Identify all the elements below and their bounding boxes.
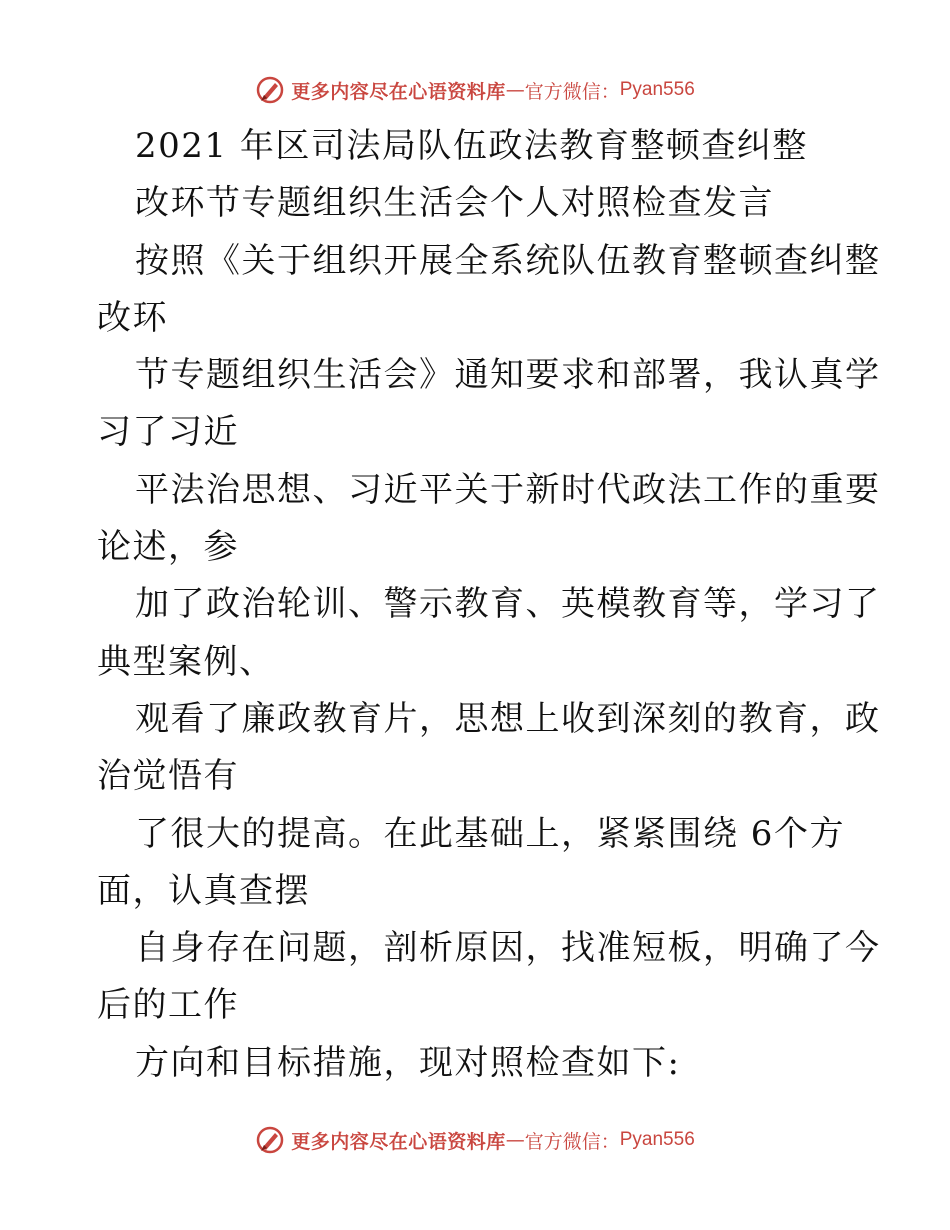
paragraph-line: 论述，参: [97, 527, 239, 568]
paragraph-line: 典型案例、: [97, 641, 275, 682]
paragraph-line: 节专题组织生活会》通知要求和部署，我认真学: [135, 355, 881, 396]
paragraph-line: 加了政治轮训、警示教育、英模教育等，学习了: [135, 584, 881, 625]
watermark-wechat-label: 官方微信：: [524, 1130, 620, 1153]
header-watermark: [0, 70, 950, 110]
paragraph-line: 后的工作: [97, 985, 239, 1026]
paragraph-line: 观看了廉政教育片，思想上收到深刻的教育，政: [135, 698, 881, 739]
paragraph-line: 自身存在问题，剖析原因，找准短板，明确了今: [135, 928, 881, 969]
paragraph-line: 了很大的提高。在此基础上，紧紧围绕 6个方: [135, 813, 845, 854]
watermark-wechat-label: 官方微信：: [524, 80, 620, 103]
pen-logo-icon: [255, 1125, 285, 1155]
paragraph-line: 习了习近: [97, 412, 239, 453]
footer-watermark: [0, 1120, 950, 1160]
paragraph-line: 改环: [97, 297, 168, 338]
title-line-1: 2021 年区司法局队伍政法教育整顿查纠整: [135, 126, 808, 166]
watermark-separator: —: [505, 1129, 525, 1151]
paragraph-line: 治觉悟有: [97, 756, 239, 797]
paragraph-line: 平法治思想、习近平关于新时代政法工作的重要: [135, 469, 881, 510]
watermark-wechat-id: Pyan556: [619, 1129, 695, 1150]
watermark-brand: 更多内容尽在心语资料库: [291, 80, 506, 103]
pen-logo-icon: [255, 75, 285, 105]
watermark-brand: 更多内容尽在心语资料库: [291, 1130, 506, 1153]
paragraph-line: 方向和目标措施，现对照检查如下:: [135, 1042, 681, 1083]
paragraph-line: 按照《关于组织开展全系统队伍教育整顿查纠整: [135, 240, 881, 281]
watermark-separator: —: [505, 79, 525, 101]
paragraph-line: 面，认真查摆: [97, 870, 310, 911]
title-line-2: 改环节专题组织生活会个人对照检查发言: [135, 183, 774, 224]
document-body: [97, 118, 881, 1092]
watermark-wechat-id: Pyan556: [619, 79, 695, 100]
